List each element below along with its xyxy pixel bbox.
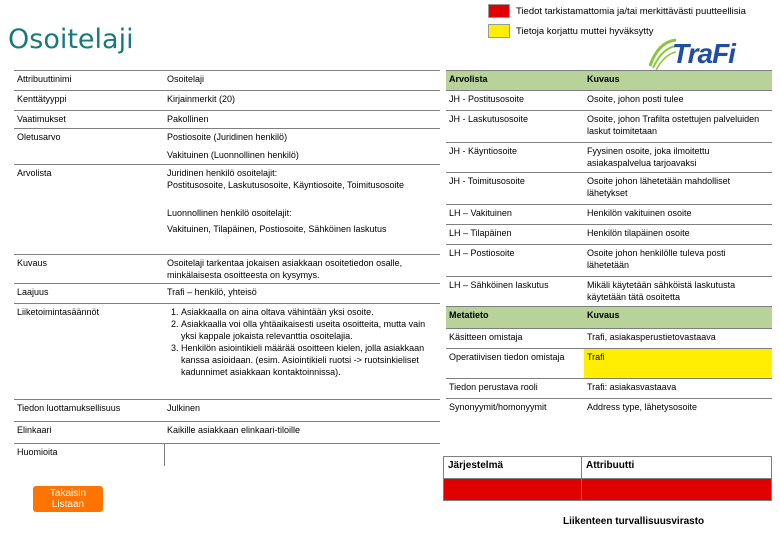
table-row bbox=[14, 255, 440, 284]
row-label: Tiedon luottamuksellisuus bbox=[14, 400, 164, 422]
cell: JH - Käyntiosoite bbox=[446, 143, 584, 173]
table-row bbox=[446, 329, 772, 349]
default-value-1: Postiosoite (Juridinen henkilö) bbox=[167, 132, 288, 142]
value-list-items-2: Vakituinen, Tilapäinen, Postiosoite, Sähköinen laskutus bbox=[167, 224, 387, 234]
cell: LH – Tilapäinen bbox=[446, 225, 584, 245]
table-row bbox=[14, 422, 440, 444]
back-label-2: Listaan bbox=[51, 499, 85, 510]
logo-text: TraFi bbox=[672, 38, 735, 69]
cell: Tiedon perustava rooli bbox=[446, 379, 584, 399]
cell: LH – Vakituinen bbox=[446, 205, 584, 225]
row-value bbox=[164, 129, 440, 165]
row-value: Julkinen bbox=[164, 400, 440, 422]
cell bbox=[582, 479, 772, 501]
meta-header bbox=[446, 307, 772, 329]
value-list-items-1: Postitusosoite, Laskutusosoite, Käyntiosoite, Toimitusosoite bbox=[167, 180, 404, 190]
cell: Trafi: asiakasvastaava bbox=[584, 379, 772, 399]
cell: LH – Sähköinen laskutus bbox=[446, 277, 584, 307]
legend-yellow-label: Tietoja korjattu muttei hyväksytty bbox=[516, 25, 654, 37]
cell: JH - Toimitusosoite bbox=[446, 173, 584, 205]
table-row bbox=[446, 349, 772, 379]
value-list-heading-1: Juridinen henkilö osoitelajit: bbox=[167, 168, 278, 178]
table-row bbox=[14, 400, 440, 422]
table-row bbox=[14, 111, 440, 129]
table-row bbox=[14, 91, 440, 111]
cell: Käsitteen omistaja bbox=[446, 329, 584, 349]
back-label-1: Takaisin bbox=[49, 488, 87, 499]
header-cell: Kuvaus bbox=[584, 71, 772, 91]
table-row bbox=[444, 479, 772, 501]
cell bbox=[444, 479, 582, 501]
legend-red-label: Tiedot tarkistamattomia ja/tai merkittävästi puutteellisia bbox=[516, 5, 746, 17]
cell: Osoite johon henkilölle tuleva posti lähetetään bbox=[584, 245, 772, 277]
value-list-heading-2: Luonnollinen henkilö osoitelajit: bbox=[167, 208, 292, 218]
cell: Mikäli käytetään sähköistä laskutusta käytetään tätä osoitetta bbox=[584, 277, 772, 307]
legend-yellow bbox=[488, 23, 746, 39]
value-list-table bbox=[446, 70, 772, 421]
header-cell: Metatieto bbox=[446, 307, 584, 329]
row-value: Kaikille asiakkaan elinkaari-tiloille bbox=[164, 422, 440, 444]
system-table bbox=[443, 456, 772, 501]
row-label: Elinkaari bbox=[14, 422, 164, 444]
row-value: Pakollinen bbox=[164, 111, 440, 129]
attribute-table bbox=[14, 70, 440, 466]
row-value: Osoitelaji bbox=[164, 71, 440, 91]
legend bbox=[488, 3, 746, 43]
row-label: Kuvaus bbox=[14, 255, 164, 284]
trafi-logo bbox=[648, 38, 770, 72]
table-row bbox=[446, 91, 772, 111]
table-row bbox=[446, 143, 772, 173]
row-label: Arvolista bbox=[14, 165, 164, 255]
cell: Henkilön tilapäinen osoite bbox=[584, 225, 772, 245]
cell: JH - Postitusosoite bbox=[446, 91, 584, 111]
business-rules-list bbox=[167, 306, 437, 378]
default-value-2: Vakituinen (Luonnollinen henkilö) bbox=[167, 150, 299, 160]
row-value bbox=[164, 304, 440, 400]
row-label: Vaatimukset bbox=[14, 111, 164, 129]
yellow-swatch bbox=[488, 24, 510, 38]
row-value: Trafi – henkilö, yhteisö bbox=[164, 284, 440, 304]
footer-text: Liikenteen turvallisuusvirasto bbox=[563, 516, 705, 527]
cell: Fyysinen osoite, joka ilmoitettu asiakaspalvelua tarjoavaksi bbox=[584, 143, 772, 173]
list-item: 3. Henkilön asiointikieli määrää osoitteen kielen, jolla asiakkaan kanssa asioidaan. (esim. Asiointikieli ruotsi -> ruotsinkieliset kadunnimet asiakkaan kontaktoinnissa). bbox=[181, 342, 437, 378]
table-row bbox=[14, 444, 440, 466]
row-value: Osoitelaji tarkentaa jokaisen asiakkaan osoitetiedon osalle, minkälaisesta osoitteesta on kysymys. bbox=[164, 255, 440, 284]
cell: LH – Postiosoite bbox=[446, 245, 584, 277]
table-header bbox=[446, 71, 772, 91]
cell: Osoite, johon Trafilta ostettujen palveluiden laskut toimitetaan bbox=[584, 111, 772, 143]
page-title: Osoitelaji bbox=[8, 24, 134, 55]
back-to-list-button[interactable] bbox=[33, 486, 103, 512]
table-row bbox=[446, 173, 772, 205]
table-row bbox=[446, 205, 772, 225]
cell: Henkilön vakituinen osoite bbox=[584, 205, 772, 225]
table-row bbox=[446, 277, 772, 307]
table-row bbox=[14, 71, 440, 91]
row-label: Oletusarvo bbox=[14, 129, 164, 165]
list-item: 2. Asiakkaalla voi olla yhtäaikaisesti useita osoitteita, mutta vain yksi kappale jokaista relevanttia osoitelajia. bbox=[181, 318, 437, 342]
table-row bbox=[14, 304, 440, 400]
table-row bbox=[14, 284, 440, 304]
table-row bbox=[446, 225, 772, 245]
row-value: Kirjainmerkit (20) bbox=[164, 91, 440, 111]
table-row bbox=[446, 379, 772, 399]
header-cell: Kuvaus bbox=[584, 307, 772, 329]
cell: Address type, lähetysosoite bbox=[584, 399, 772, 421]
table-row bbox=[14, 165, 440, 255]
row-value bbox=[164, 165, 440, 255]
row-value bbox=[164, 444, 440, 466]
table-header bbox=[444, 457, 772, 479]
table-row bbox=[446, 245, 772, 277]
row-label: Liiketoimintasäännöt bbox=[14, 304, 164, 400]
cell: Synonyymit/homonyymit bbox=[446, 399, 584, 421]
table-row bbox=[14, 129, 440, 165]
row-label: Huomioita bbox=[14, 444, 164, 466]
row-label: Laajuus bbox=[14, 284, 164, 304]
header-cell: Arvolista bbox=[446, 71, 584, 91]
table-row bbox=[446, 399, 772, 421]
header-cell: Attribuutti bbox=[582, 457, 772, 479]
header-cell: Järjestelmä bbox=[444, 457, 582, 479]
cell: Trafi bbox=[584, 349, 772, 379]
cell: Operatiivisen tiedon omistaja bbox=[446, 349, 584, 379]
red-swatch bbox=[488, 4, 510, 18]
cell: Osoite, johon posti tulee bbox=[584, 91, 772, 111]
cell: JH - Laskutusosoite bbox=[446, 111, 584, 143]
cell: Osoite johon lähetetään mahdolliset lähetykset bbox=[584, 173, 772, 205]
legend-red bbox=[488, 3, 746, 19]
row-label: Kenttätyyppi bbox=[14, 91, 164, 111]
row-label: Attribuuttinimi bbox=[14, 71, 164, 91]
cell: Trafi, asiakasperustietovastaava bbox=[584, 329, 772, 349]
list-item: 1. Asiakkaalla on aina oltava vähintään yksi osoite. bbox=[181, 306, 437, 318]
table-row bbox=[446, 111, 772, 143]
